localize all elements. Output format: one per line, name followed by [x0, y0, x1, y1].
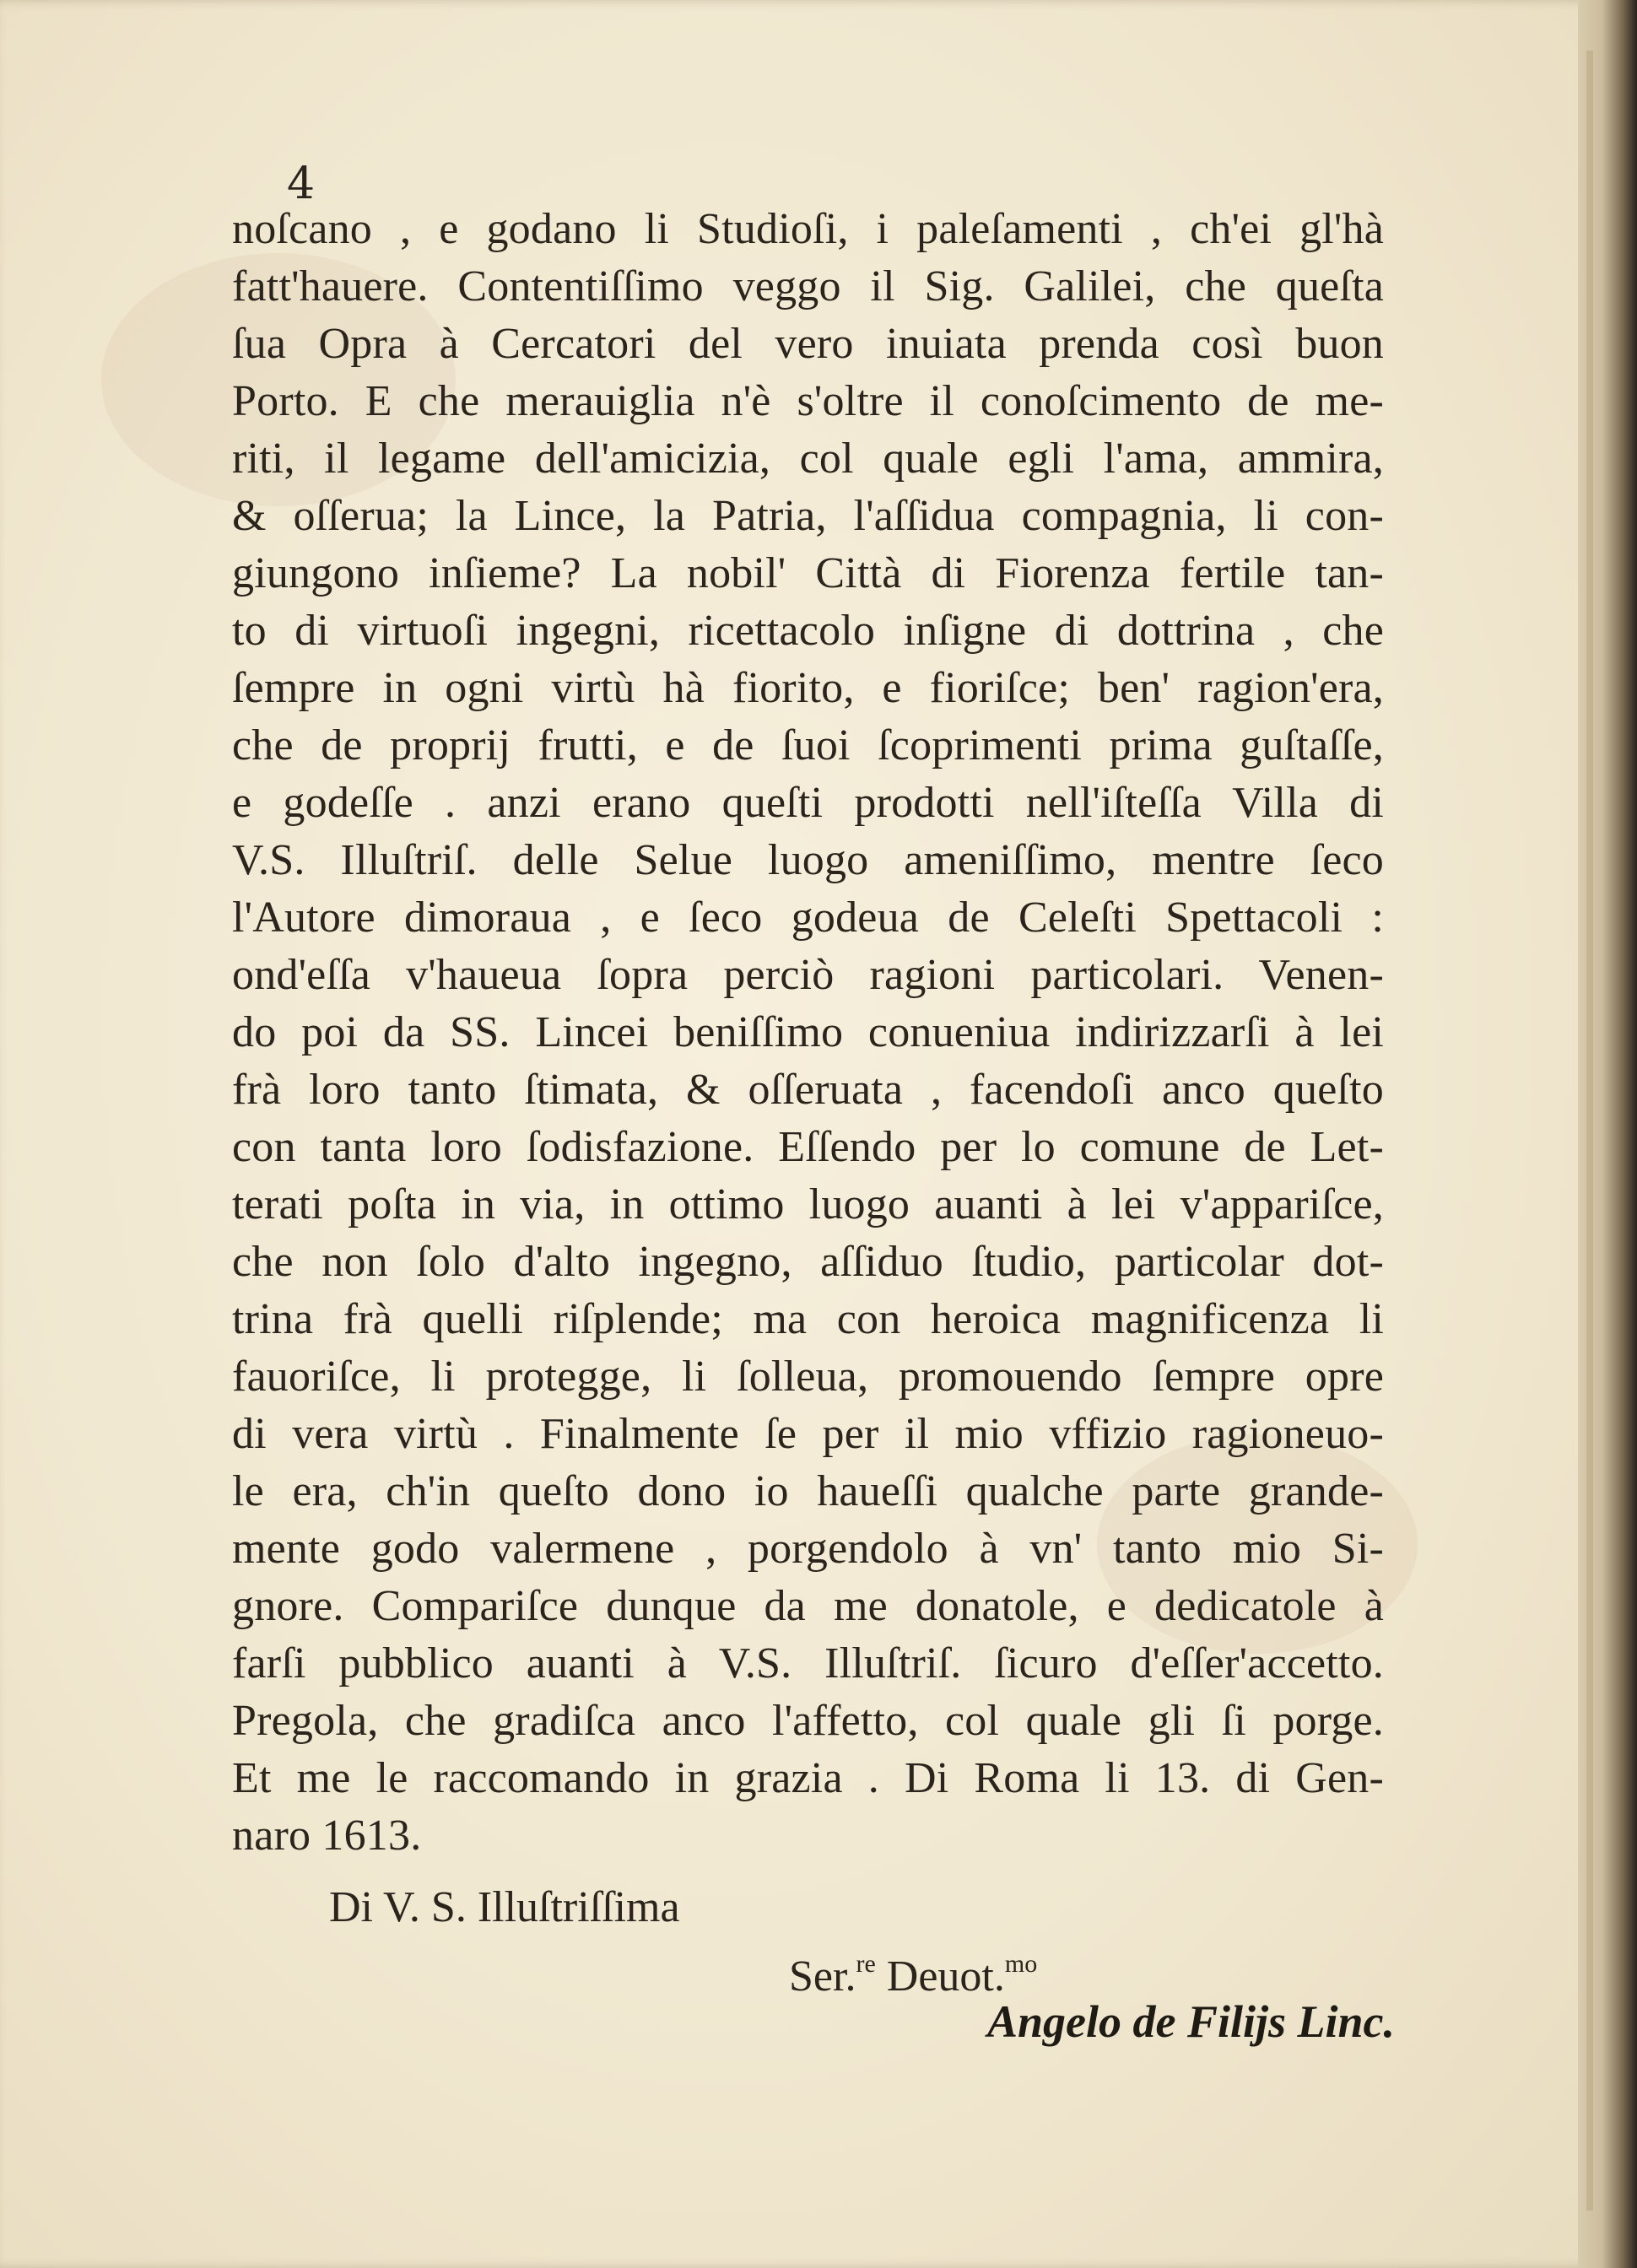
text-line: do poi da SS. Lincei beniſſimo conueniua indirizzarſi à lei: [232, 1008, 1384, 1056]
text-line: le era, ch'in queſto dono io haueſſi qualche parte grande-: [232, 1467, 1384, 1515]
text-line: e godeſſe . anzi erano queſti prodotti nell'iſteſſa Villa di: [232, 779, 1384, 827]
text-line: gnore. Compariſce dunque da me donatole, e dedicatole à: [232, 1582, 1384, 1630]
text-line: giungono inſieme? La nobil' Città di Fiorenza fertile tan-: [232, 549, 1384, 597]
text-line: l'Autore dimoraua , e ſeco godeua de Celeſti Spettacoli :: [232, 894, 1384, 942]
text-line: fauoriſce, li protegge, li ſolleua, promouendo ſempre opre: [232, 1353, 1384, 1401]
body-text: [232, 201, 1384, 1865]
text-line: mente godo valermene , porgendolo à vn' tanto mio Si-: [232, 1525, 1384, 1573]
text-line: che de proprij frutti, e de ſuoi ſcoprimenti prima guſtaſſe,: [232, 721, 1384, 770]
text-line: Porto. E che merauiglia n'è s'oltre il conoſcimento de me-: [232, 377, 1384, 425]
text-line: naro 1613.: [232, 1812, 422, 1860]
closing-salutation: Di V. S. Illuſtriſſima: [329, 1883, 680, 1931]
text-line: V.S. Illuſtriſ. delle Selue luogo ameniſſimo, mentre ſeco: [232, 836, 1384, 884]
text-line: farſi pubblico auanti à V.S. Illuſtriſ. ſicuro d'eſſer'accetto.: [232, 1639, 1384, 1688]
servant-prefix: Ser.: [789, 1952, 856, 2001]
text-line: riti, il legame dell'amicizia, col quale egli l'ama, ammira,: [232, 435, 1384, 483]
signature: Angelo de Filijs Linc.: [987, 1996, 1396, 2047]
text-line: con tanta loro ſodisfazione. Eſſendo per lo comune de Let-: [232, 1123, 1384, 1171]
servant-deuot: Deuot.: [875, 1952, 1005, 2001]
text-line: trina frà quelli riſplende; ma con heroica magnificenza li: [232, 1295, 1384, 1343]
text-line: ond'eſſa v'haueua ſopra perciò ragioni particolari. Venen-: [232, 951, 1384, 999]
text-line: fatt'hauere. Contentiſſimo veggo il Sig. Galilei, che queſta: [232, 262, 1384, 310]
servant-sup-mo: mo: [1004, 1950, 1038, 1978]
text-line: Pregola, che gradiſca anco l'affetto, col quale gli ſi porge.: [232, 1697, 1384, 1745]
servant-sup-re: re: [856, 1950, 876, 1978]
text-line: frà loro tanto ſtimata, & oſſeruata , facendoſi anco queſto: [232, 1066, 1384, 1114]
text-line: to di virtuoſi ingegni, ricettacolo inſigne di dottrina , che: [232, 607, 1384, 655]
text-line: terati poſta in via, in ottimo luogo auanti à lei v'appariſce,: [232, 1180, 1384, 1228]
text-line: & oſſerua; la Lince, la Patria, l'aſſidua compagnia, li con-: [232, 492, 1384, 540]
page-number: 4: [287, 159, 316, 209]
text-line: che non ſolo d'alto ingegno, aſſiduo ſtudio, particolar dot-: [232, 1238, 1384, 1286]
page-edge-strip: [1586, 51, 1593, 2211]
text-line: Et me le raccomando in grazia . Di Roma li 13. di Gen-: [232, 1754, 1384, 1802]
text-line: ſua Opra à Cercatori del vero inuiata prenda così buon: [232, 320, 1384, 368]
text-line: noſcano , e godano li Studioſi, i paleſamenti , ch'ei gl'hà: [232, 205, 1384, 253]
text-line: di vera virtù . Finalmente ſe per il mio vffizio ragioneuo-: [232, 1410, 1384, 1458]
text-line: ſempre in ogni virtù hà fiorito, e fioriſce; ben' ragion'era,: [232, 664, 1384, 712]
